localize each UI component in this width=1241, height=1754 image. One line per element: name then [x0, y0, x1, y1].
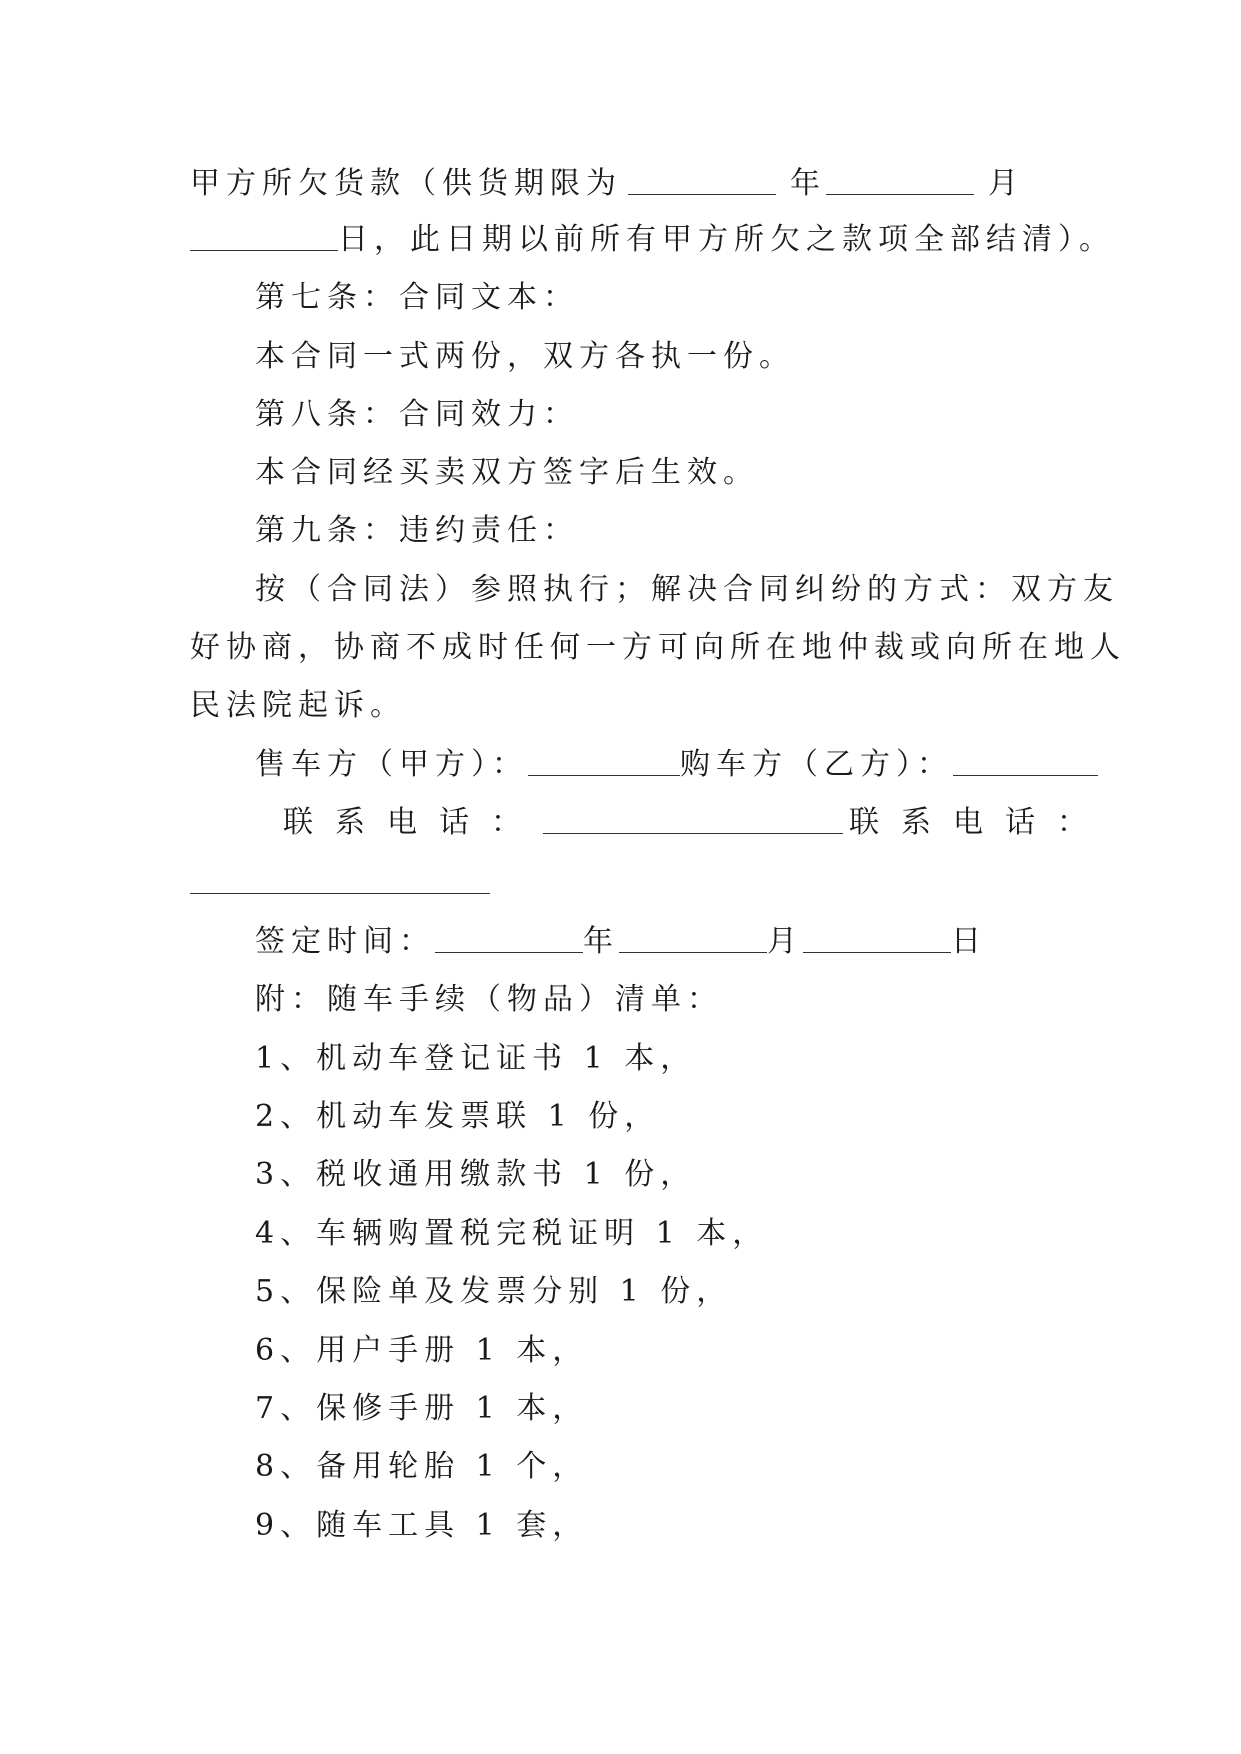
attachment-title: 附：随车手续（物品）清单： — [255, 982, 723, 1017]
list-item: 7、保修手册 1 本， — [255, 1391, 589, 1426]
list-item: 5、保险单及发票分别 1 份， — [255, 1274, 733, 1309]
seller-label: 售车方（甲方）： — [255, 747, 528, 782]
sign-time-line — [255, 922, 1060, 962]
buyer-label: 购车方（乙方）： — [680, 747, 953, 782]
sign-day-blank[interactable] — [803, 922, 951, 953]
article-9-body-line-2: 好协商，协商不成时任何一方可向所在地仲裁或向所在地人 — [190, 630, 1126, 665]
list-item: 4、车辆购置税完税证明 1 本， — [255, 1216, 769, 1251]
phone-line — [283, 803, 1109, 843]
sign-month-label: 月 — [767, 924, 803, 959]
buyer-phone-line — [190, 863, 1060, 903]
article-7-title: 第七条：合同文本： — [255, 280, 579, 315]
list-item: 9、随车工具 1 套， — [255, 1508, 589, 1543]
list-item: 2、机动车发票联 1 份， — [255, 1099, 661, 1134]
list-item: 6、用户手册 1 本， — [255, 1333, 589, 1368]
article-8-title: 第八条：合同效力： — [255, 397, 579, 432]
list-item: 3、税收通用缴款书 1 份， — [255, 1157, 697, 1192]
payment-settlement-line — [190, 220, 1115, 260]
year-label: 年 — [790, 166, 826, 201]
buyer-signature-blank[interactable] — [953, 745, 1098, 776]
article-8-body: 本合同经买卖双方签字后生效。 — [255, 455, 759, 490]
seller-phone-blank[interactable] — [543, 803, 843, 834]
article-7-body: 本合同一式两份，双方各执一份。 — [255, 339, 795, 374]
list-item: 1、机动车登记证书 1 本， — [255, 1041, 697, 1076]
sign-time-label: 签定时间： — [255, 924, 435, 959]
seller-signature-blank[interactable] — [528, 745, 680, 776]
month-label: 月 — [988, 166, 1024, 201]
payment-deadline-text: 甲方所欠货款（供货期限为 — [190, 166, 622, 201]
payment-deadline-line — [190, 164, 1060, 204]
article-9-body-line-1: 按（合同法）参照执行；解决合同纠纷的方式：双方友 — [255, 572, 1119, 607]
buyer-phone-label: 联系电话： — [849, 805, 1109, 840]
article-9-title: 第九条：违约责任： — [255, 513, 579, 548]
deadline-month-blank[interactable] — [826, 164, 974, 195]
deadline-day-blank[interactable] — [190, 220, 338, 251]
sign-year-blank[interactable] — [435, 922, 583, 953]
parties-line — [255, 745, 1060, 785]
payment-settlement-text: 日，此日期以前所有甲方所欠之款项全部结清）。 — [338, 222, 1115, 257]
article-9-body-line-3: 民法院起诉。 — [190, 688, 406, 723]
sign-day-label: 日 — [951, 924, 987, 959]
sign-year-label: 年 — [583, 924, 619, 959]
seller-phone-label: 联系电话： — [283, 805, 543, 840]
sign-month-blank[interactable] — [619, 922, 767, 953]
list-item: 8、备用轮胎 1 个， — [255, 1449, 589, 1484]
deadline-year-blank[interactable] — [628, 164, 776, 195]
buyer-phone-blank[interactable] — [190, 863, 490, 894]
